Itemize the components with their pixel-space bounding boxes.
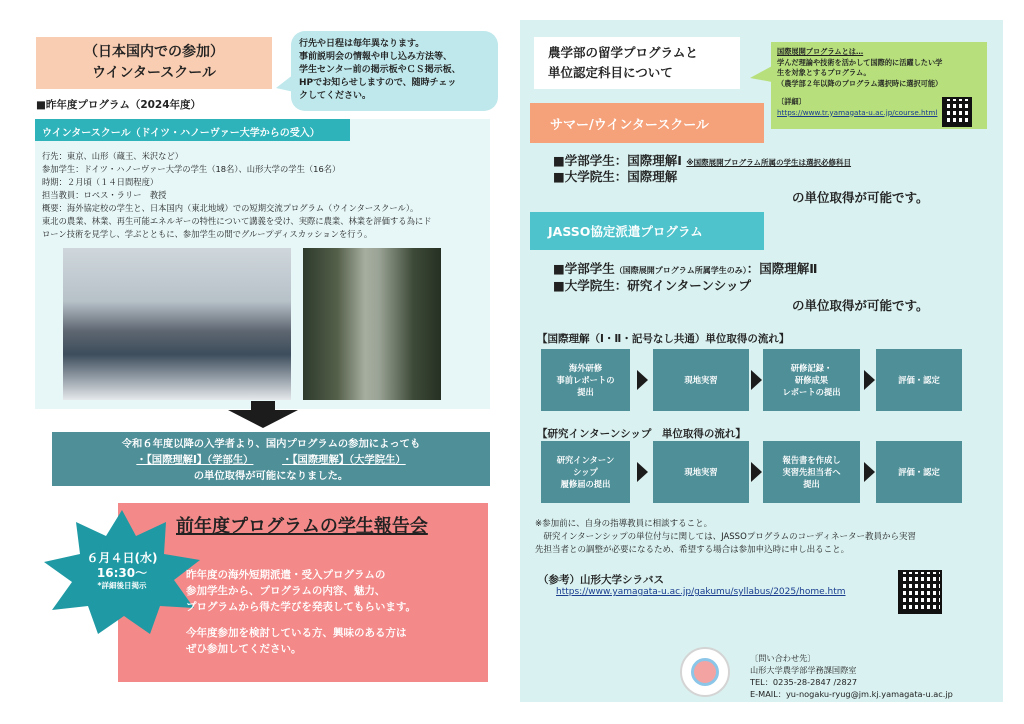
text-line: 昨年度の海外短期派遣・受入プログラムの bbox=[186, 569, 386, 581]
detail-line: 東北の農業、林業、再生可能エネルギーの特性について講義を受け、実際に農業、林業を評価する為にド bbox=[42, 216, 432, 226]
detail-line: 参加学生：ドイツ・ハノーヴァー大学の学生（18名）、山形大学の学生（16名） bbox=[42, 164, 341, 174]
program-logo bbox=[680, 647, 730, 697]
title-line-1: （日本国内での参加） bbox=[84, 44, 224, 60]
detail-line: 担当教員：ロペス・ラリー 教授 bbox=[42, 190, 167, 200]
event-time: 16:30〜 bbox=[96, 566, 148, 580]
text-line: 生を対象とするプログラム。 bbox=[777, 68, 871, 77]
flow2-step-3: 報告書を作成し 実習先担当者へ 提出 bbox=[763, 441, 860, 503]
flow-arrow-icon bbox=[864, 370, 875, 390]
summer-ug-text: ■学部学生：国際理解Ⅰ bbox=[553, 153, 682, 168]
title-line-1: 農学部の留学プログラムと bbox=[548, 45, 698, 60]
report-meeting-title: 前年度プログラムの学生報告会 bbox=[176, 516, 428, 537]
jasso-ug-course: ：国際理解Ⅱ bbox=[746, 261, 818, 276]
contact-phone: TEL：0235-28-2847 /2827 bbox=[750, 677, 858, 687]
notice-line: 令和６年度以降の入学者より、国内プログラムの参加によっても bbox=[121, 438, 421, 450]
report-meeting-body bbox=[186, 567, 486, 667]
summer-ug-note: ※国際展開プログラム所属の学生は選択必修科目 bbox=[686, 158, 852, 167]
flow1-title: 【国際理解（Ⅰ・Ⅱ・記号なし共通）単位取得の流れ】 bbox=[537, 333, 790, 345]
green-bubble-tail bbox=[750, 66, 772, 82]
right-page-title bbox=[534, 37, 740, 89]
flow-arrow-icon bbox=[751, 370, 762, 390]
flow-arrow-icon bbox=[864, 462, 875, 482]
down-arrow-head-icon bbox=[228, 410, 298, 428]
text-line: 参加学生から、プログラムの内容、魅力、 bbox=[186, 585, 386, 597]
winter-school-heading: ウインタースクール（ドイツ・ハノーヴァー大学からの受入） bbox=[35, 119, 350, 141]
jasso-ug-label: ■学部学生 bbox=[553, 261, 615, 276]
report-paragraph-2 bbox=[186, 625, 486, 657]
text-line: （農学部２年以降のプログラム選択時に選択可能） bbox=[777, 78, 943, 88]
contact-email[interactable]: E-MAIL：yu-nogaku-ryug@jm.kj.yamagata-u.ac.jp bbox=[750, 689, 953, 699]
flow1-step-4: 評価・認定 bbox=[876, 349, 962, 411]
domestic-credit-notice bbox=[52, 432, 490, 486]
course-ug: ・【国際理解Ⅰ】（学部生） bbox=[136, 454, 254, 466]
syllabus-reference-title: （参考）山形大学シラバス bbox=[538, 574, 664, 586]
event-note: *詳細後日掲示 bbox=[97, 581, 147, 590]
text-line: 学んだ理論や技術を活かして国際的に活躍したい学 bbox=[777, 57, 943, 67]
info-bubble bbox=[291, 31, 498, 111]
summer-grad-line: ■大学院生：国際理解 bbox=[553, 169, 678, 184]
jasso-grad-line: ■大学院生：研究インターンシップ bbox=[553, 278, 751, 293]
logo-mark bbox=[691, 658, 719, 686]
title-line-2: ウインタースクール bbox=[91, 65, 217, 81]
notes bbox=[535, 518, 985, 557]
summer-winter-bar: サマー/ウインタースクール bbox=[530, 103, 764, 143]
course-link[interactable]: https://www.tr.yamagata-u.ac.jp/course.html bbox=[777, 107, 938, 117]
note-line: ※参加前に、自身の指導教員に相談すること。 bbox=[535, 519, 713, 529]
detail-label: 〔詳細〕 bbox=[777, 97, 806, 106]
flow2-title: 【研究インターンシップ 単位取得の流れ】 bbox=[537, 428, 746, 440]
notice-line: の単位取得が可能になりました。 bbox=[193, 470, 349, 482]
flow2-step-4: 評価・認定 bbox=[876, 441, 962, 503]
global-program-heading: 国際展開プログラムとは… bbox=[777, 47, 864, 56]
date-star-text bbox=[72, 551, 172, 591]
text-line: 今年度参加を検討している方、興味のある方は bbox=[186, 627, 407, 639]
detail-line: ローン技術を見学し、学ぶとともに、参加学生の間でグループディスカッションを行う。 bbox=[42, 229, 373, 239]
jasso-bar: JASSO協定派遣プログラム bbox=[530, 212, 764, 250]
flow2-step-2: 現地実習 bbox=[653, 441, 749, 503]
detail-line: 概要：海外協定校の学生と、日本国内（東北地域）での短期交流プログラム（ウインタースクール）。 bbox=[42, 203, 419, 213]
contact-office: 山形大学農学部学務課国際室 bbox=[750, 665, 857, 675]
group-photo bbox=[63, 248, 291, 400]
winter-school-details bbox=[42, 150, 484, 241]
flow1-step-1: 海外研修 事前レポートの 提出 bbox=[541, 349, 630, 411]
bubble-line: 行先や日程は毎年異なります。 bbox=[299, 39, 425, 49]
title-line-2: 単位認定科目について bbox=[548, 65, 673, 80]
flow-arrow-icon bbox=[637, 462, 648, 482]
jasso-credit-text: の単位取得が可能です。 bbox=[792, 298, 929, 313]
bubble-line: HPでお知らせしますので、随時チェッ bbox=[299, 78, 457, 88]
course-grad: ・【国際理解】（大学院生） bbox=[282, 454, 406, 466]
jasso-ug-note: （国際展開プログラム所属学生のみ） bbox=[614, 266, 747, 275]
bubble-line: クしてください。 bbox=[299, 91, 372, 101]
detail-line: 行先：東京、山形（蔵王、米沢など） bbox=[42, 151, 184, 161]
note-line: 研究インターンシップの単位付与に関しては、JASSOプログラムのコーディネーター教員から実習 bbox=[535, 532, 917, 542]
detail-line: 時期：２月頃（１４日間程度） bbox=[42, 177, 159, 187]
note-line: 先担当者との調整が必要になるため、希望する場合は参加申込時に申し出ること。 bbox=[535, 545, 850, 555]
qr-code-icon bbox=[898, 570, 942, 614]
flow1-step-3: 研修記録・ 研修成果 レポートの提出 bbox=[763, 349, 860, 411]
jasso-undergrad-line bbox=[553, 259, 817, 277]
flow-arrow-icon bbox=[637, 370, 648, 390]
report-paragraph-1 bbox=[186, 567, 486, 615]
down-arrow-icon bbox=[251, 401, 275, 410]
bubble-line: 事前説明会の情報や申し込み方法等、 bbox=[299, 52, 453, 62]
contact-info bbox=[750, 652, 953, 700]
flow1-step-2: 現地実習 bbox=[653, 349, 749, 411]
flow-arrow-icon bbox=[751, 462, 762, 482]
event-date: ６月４日(水) bbox=[86, 551, 158, 565]
bubble-line: 学生センター前の掲示板やＣＳ掲示板、 bbox=[299, 65, 461, 75]
text-line: プログラムから得た学びを発表してもらいます。 bbox=[186, 601, 417, 613]
contact-label: 〔問い合わせ先〕 bbox=[750, 653, 816, 663]
flow2-step-1: 研究インターン シップ 履修届の提出 bbox=[541, 441, 630, 503]
previous-year-heading: ■昨年度プログラム（2024年度） bbox=[36, 99, 202, 111]
forest-walk-photo bbox=[303, 248, 441, 400]
winter-school-title bbox=[36, 37, 272, 89]
summer-credit-text: の単位取得が可能です。 bbox=[792, 190, 929, 205]
notice-line-courses bbox=[52, 452, 490, 468]
text-line: ぜひ参加してください。 bbox=[186, 643, 302, 655]
qr-code-icon bbox=[942, 97, 972, 127]
syllabus-link[interactable]: https://www.yamagata-u.ac.jp/gakumu/syllabus/2025/home.htm bbox=[556, 587, 846, 597]
